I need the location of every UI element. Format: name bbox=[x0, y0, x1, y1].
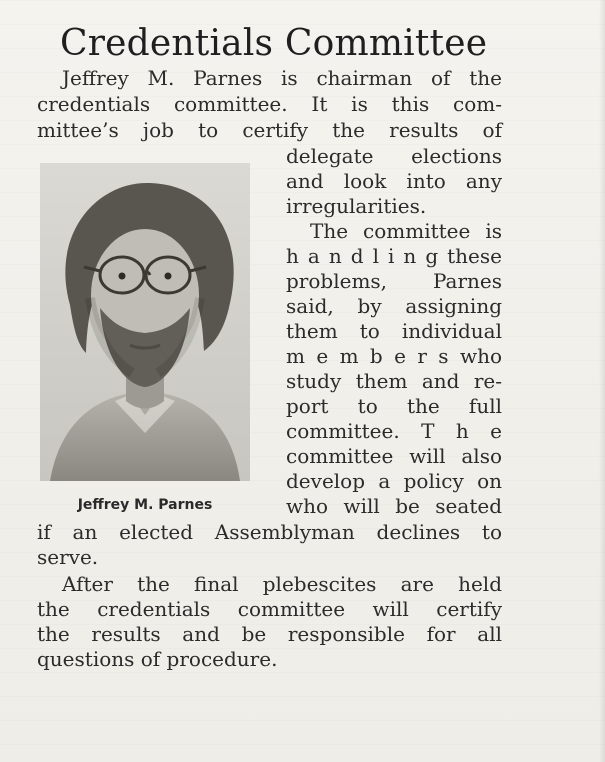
body-line-3: mittee’s job to certify the results of bbox=[37, 118, 502, 142]
body-line-14: port to the full bbox=[286, 394, 502, 418]
portrait-image bbox=[40, 163, 250, 481]
photo-caption: Jeffrey M. Parnes bbox=[77, 497, 213, 513]
body-line-24: questions of procedure. bbox=[37, 647, 278, 671]
body-line-1: Jeffrey M. Parnes is chairman of the bbox=[62, 66, 502, 90]
body-line-20: serve. bbox=[37, 545, 99, 569]
page-edge-shadow bbox=[599, 0, 605, 762]
body-line-12: m e m b e r s who bbox=[286, 344, 502, 368]
body-line-21: After the final plebescites are held bbox=[62, 572, 502, 596]
body-line-6: irregularities. bbox=[286, 194, 427, 218]
body-line-7: The committee is bbox=[310, 219, 502, 243]
body-line-13: study them and re- bbox=[286, 369, 502, 393]
body-line-23: the results and be responsible for all bbox=[37, 622, 502, 646]
body-line-10: said, by assigning bbox=[286, 294, 502, 318]
body-line-5: and look into any bbox=[286, 169, 502, 193]
article-title: Credentials Committee bbox=[60, 23, 488, 64]
body-line-16: committee will also bbox=[286, 444, 502, 468]
body-line-15: committee. T h e bbox=[286, 419, 502, 443]
body-line-2: credentials committee. It is this com- bbox=[37, 92, 502, 116]
body-line-9: problems, Parnes bbox=[286, 269, 502, 293]
body-line-11: them to individual bbox=[286, 319, 502, 343]
body-line-22: the credentials committee will certify bbox=[37, 597, 502, 621]
body-line-4: delegate elections bbox=[286, 144, 502, 168]
portrait-photo bbox=[40, 163, 250, 481]
body-line-18: who will be seated bbox=[286, 494, 502, 518]
body-line-19: if an elected Assemblyman declines to bbox=[37, 520, 502, 544]
body-line-17: develop a policy on bbox=[286, 469, 502, 493]
body-line-8: h a n d l i n g these bbox=[286, 244, 502, 268]
